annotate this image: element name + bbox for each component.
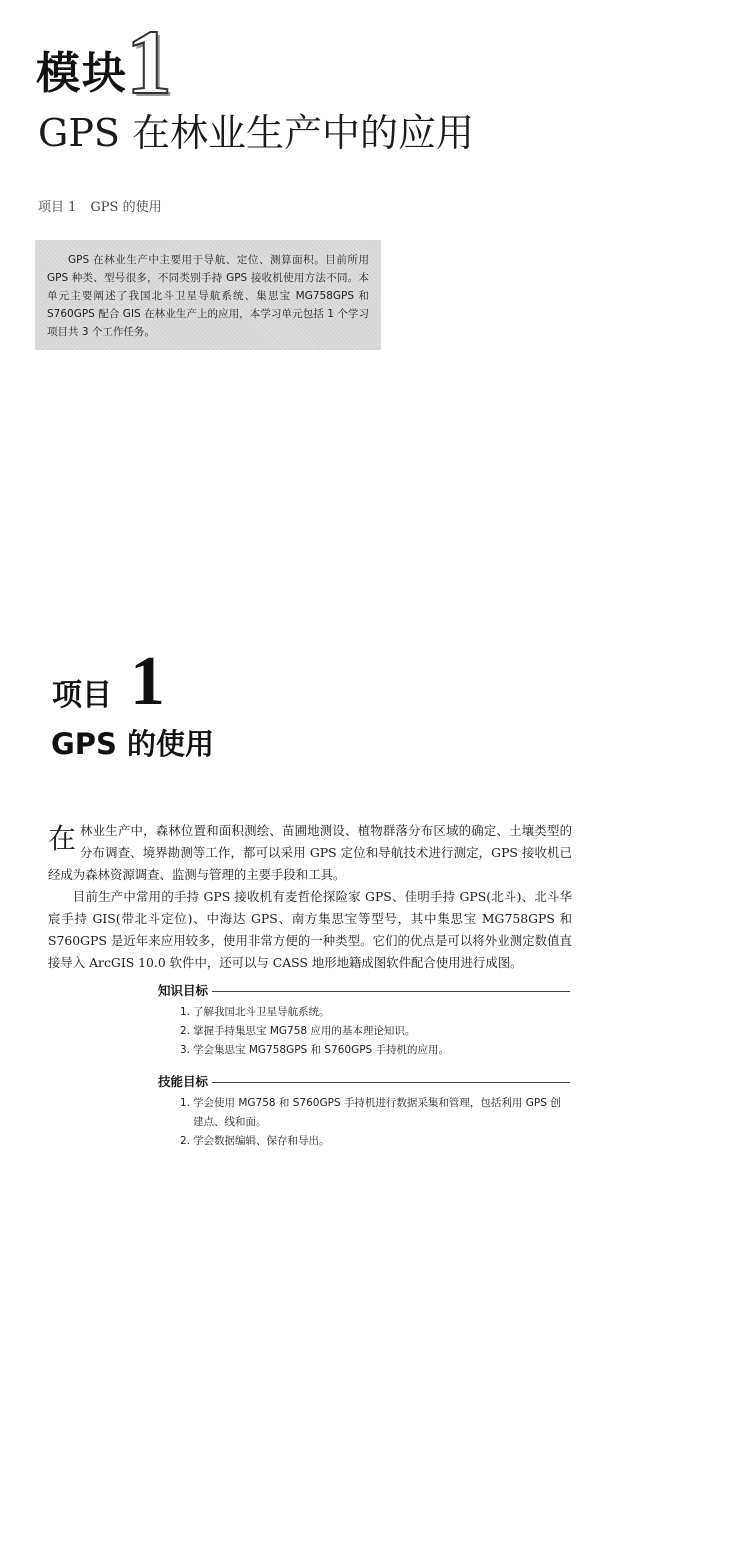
list-item: [180, 1041, 570, 1060]
list-text: 了解我国北斗卫星导航系统。: [193, 1006, 330, 1018]
skill-goals-section: [158, 1072, 570, 1151]
list-number: 1.: [180, 1006, 191, 1018]
paragraph-2: 目前生产中常用的手持 GPS 接收机有麦哲伦探险家 GPS、佳明手持 GPS(北斗)、北斗华宸手持 GIS(带北斗定位)、中海达 GPS、南方集思宝等型号，其中集思宝 MG758GPS 和 S760GPS 是近年来应用较多，使用非常方便的一种类型。它们的优点是可以将外业测定数值直接导入 ArcGIS 10.0 软件中，还可以与 CASS 地形地籍成图软件配合使用进行成图。: [48, 889, 572, 970]
knowledge-goals-list: [158, 1003, 570, 1060]
list-number: 2.: [180, 1135, 191, 1147]
paragraph-1: [48, 820, 572, 886]
skill-goals-heading: [158, 1072, 570, 1092]
list-item: [180, 1003, 570, 1022]
list-text: 学会数据编辑、保存和导出。: [193, 1135, 330, 1147]
module-intro-box: GPS 在林业生产中主要用于导航、定位、测算面积。目前所用 GPS 种类、型号很多，不同类别手持 GPS 接收机使用方法不同。本单元主要阐述了我国北斗卫星导航系统、集思宝 MG758GPS 和 S760GPS 配合 GIS 在林业生产上的应用，本学习单元包括 1 个学习项目共 3 个工作任务。: [35, 240, 381, 350]
body-text: [48, 820, 572, 974]
module-number: 1: [126, 11, 172, 113]
paragraph-1-text: 林业生产中，森林位置和面积测绘、苗圃地测设、植物群落分布区域的确定、土壤类型的分布调查、境界勘测等工作，都可以采用 GPS 定位和导航技术进行测定，GPS 接收机已经成为森林资源调查、监测与管理的主要手段和工具。: [48, 823, 572, 882]
list-text: 学会使用 MG758 和 S760GPS 手持机进行数据采集和管理，包括利用 GPS 创建点、线和面。: [193, 1097, 561, 1128]
module-subtitle: [38, 198, 162, 218]
list-item: [180, 1022, 570, 1041]
list-number: 3.: [180, 1044, 191, 1056]
list-number: 2.: [180, 1025, 191, 1037]
list-item: [180, 1132, 570, 1151]
drop-cap: 在: [48, 822, 77, 855]
skill-goals-title: 技能目标: [158, 1074, 209, 1089]
heading-rule: [212, 991, 570, 992]
list-number: 1.: [180, 1097, 191, 1109]
module-subtitle-project: 项目 1: [38, 200, 77, 215]
project-label: 项目: [52, 678, 112, 713]
knowledge-goals-title: 知识目标: [158, 983, 209, 998]
knowledge-goals-section: [158, 981, 570, 1060]
skill-goals-list: [158, 1094, 570, 1151]
list-text: 掌握手持集思宝 MG758 应用的基本理论知识。: [193, 1025, 416, 1037]
project-number: 1: [130, 643, 165, 720]
module-label: 模块: [36, 48, 128, 99]
module-title: GPS 在林业生产中的应用: [38, 111, 475, 155]
list-item: [180, 1094, 570, 1132]
list-text: 学会集思宝 MG758GPS 和 S760GPS 手持机的应用。: [193, 1044, 450, 1056]
project-title: GPS 的使用: [51, 727, 215, 761]
module-subtitle-text: GPS 的使用: [90, 200, 162, 215]
knowledge-goals-heading: [158, 981, 570, 1001]
heading-rule: [212, 1082, 570, 1083]
